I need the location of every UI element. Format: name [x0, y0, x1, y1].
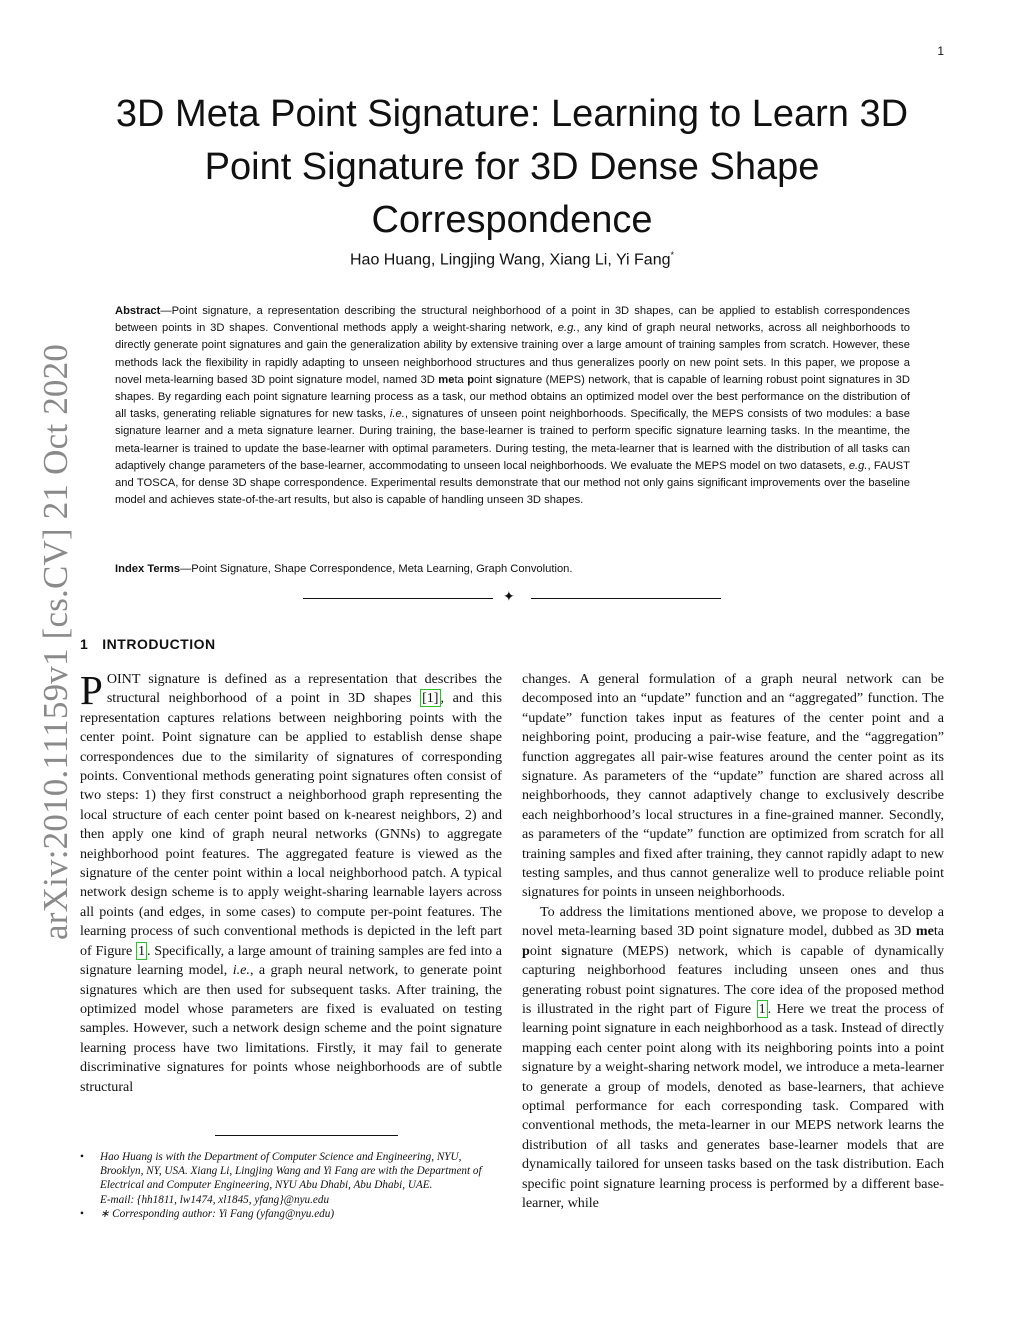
section-divider — [303, 590, 721, 608]
footnote-rule — [215, 1135, 398, 1136]
intro-ie: i.e. — [232, 962, 250, 979]
abstract-text: , any kind of graph neural networks, across all neighborhoods to directly generate point signatures and gain the generalization ability by extensive training over a large amount of training samples from scratch. However, these methods lack the flexibility in rapidly adapting to unseen neighborhood structures and thus generalizes poorly on new point sets. In this paper, we propose a novel meta-learning based 3D point signature model, named 3D — [115, 322, 910, 386]
citation-link[interactable]: [1] — [422, 690, 439, 707]
abstract-text: ta — [454, 373, 468, 386]
section-title: INTRODUCTION — [102, 636, 216, 652]
index-terms — [115, 563, 910, 575]
intro-text: To address the limitations mentioned above, we propose to develop a novel meta-learning based 3D point signature model, dubbed as 3D — [522, 903, 944, 940]
author-names: Hao Huang, Lingjing Wang, Xiang Li, Yi Fang — [349, 251, 671, 269]
left-column — [80, 667, 502, 1097]
arxiv-identifier-stamp: arXiv:2010.11159v1 [cs.CV] 21 Oct 2020 — [36, 343, 75, 940]
divider-star-icon: ✦ — [503, 589, 515, 605]
intro-smallcaps: OINT — [106, 671, 141, 687]
intro-text: ta — [933, 923, 944, 940]
intro-paragraph-continued: changes. A general formulation of a graph neural network can be decomposed into an “update” function and an “aggregated” function. The “update” function takes input as features of the center point and a neighboring point, producing a pair-wise feature, and the “aggregation” function aggregates all pair-wise features around the center point as its signature. As parameters of the “update” function are shared across all neighborhoods, they cannot adaptively change to exclusively describe each neighborhood’s local structures in a fine-grained manner. Secondly, as parameters of the “update” function are optimized from scratch for all training samples and fixed after training, they cannot rapidly adapt to new testing samples, and thus cannot generalize well to produce reliable point signatures for points in unseen neighborhoods. — [522, 671, 944, 901]
intro-text: , a graph neural network, to generate point signatures which are then used for subsequent tasks. After training, the optimized model whose parameters are fixed is evaluated on testing samples. However, such a network design scheme and the point signature learning process have two limitations. Firstly, it may fail to generate discriminative signatures for points whose neighborhoods are of subtle structural — [80, 962, 502, 1095]
index-terms-label: Index Terms — [115, 563, 181, 575]
figure-link[interactable]: 1 — [758, 1000, 766, 1017]
intro-text: oint — [529, 942, 562, 959]
intro-paragraph — [522, 903, 944, 1214]
abstract-text: —Point signature, a representation describing the structural neighborhood of a point in 3D shapes, can be applied to establish correspondences between points in 3D shapes. Conventional methods apply a weight-sharing network, — [115, 305, 910, 335]
divider-line — [303, 598, 493, 599]
abstract-text: oint — [474, 373, 496, 386]
intro-text: signature is defined as a representation that describes the structural neighborhood of a point in 3D shapes — [106, 671, 502, 707]
paper-title: 3D Meta Point Signature: Learning to Learn 3D Point Signature for 3D Dense Shape Correspondence — [115, 93, 909, 241]
right-column — [522, 670, 944, 1213]
intro-text: . Here we treat the process of learning point signature in each neighborhood as a task. Instead of directly mapping each center point along with its neighboring points into a point signature by a weight-sharing network model, we introduce a meta-learner to generate a group of models, denoted as base-learners, that achieve optimal performance for each corresponding task. Compared with conventional methods, the meta-learner in our MEPS network learns the distribution of all tasks and generates base-learner models that are dynamically tailored for unseen tasks based on the task distribution. Each specific point signature learning process is performed by a different base-learner, while — [522, 1000, 944, 1211]
bold-letters: me — [915, 923, 934, 940]
intro-text: , and this representation captures relations between neighboring points with the center point. Point signature can be applied to establish dense shape correspondences due to the similarity of signatures of corresponding points. Conventional methods generating point signatures often consist of two steps: 1) they first construct a neighborhood graph representing the local structure of each center point based on k-nearest neighbors, 2) and then apply one kind of graph neural networks (GNNs) to aggregate neighborhood point features. The aggregated feature is viewed as the signature of the center point within a local neighborhood patch. A typical network design scheme is to apply weight-sharing learnable layers across all points (and edges, in some cases) to compute per-point features. The learning process of such conventional methods is depicted in the left part of Figure — [80, 690, 502, 959]
abstract-bold-letters: me — [438, 373, 455, 386]
page-number: 1 — [937, 44, 944, 58]
abstract — [115, 303, 910, 509]
footnote-email: E-mail: {hh1811, lw1474, xl1845, yfang}@nyu.edu — [100, 1193, 330, 1206]
abstract-text: ignature (MEPS) network, that is capable of learning robust point signatures in 3D shapes. By regarding each point signature learning process as a task, our method obtains an optimized model over the best performance on the distribution of all tasks, generating reliable signatures for new tasks, — [115, 373, 910, 421]
abstract-bold-letters: p — [467, 373, 475, 386]
intro-text: ignature (MEPS) network, which is capable of dynamically capturing neighborhood features including unseen ones and thus generating robust point signatures. The core idea of the proposed method is illustrated in the right part of Figure — [522, 942, 945, 1017]
footnote-affiliations — [80, 1150, 502, 1207]
intro-text: . Specifically, a large amount of training samples are fed into a signature learning model, — [80, 942, 502, 979]
footnote-text: Hao Huang is with the Department of Computer Science and Engineering, NYU, Brooklyn, NY, USA. Xiang Li, Lingjing Wang and Yi Fang are with the Department of Electrical and Computer Engineering, NYU Abu Dhabi, Abu Dhabi, UAE. — [100, 1151, 482, 1192]
footnote-corresponding-author: • ∗ Corresponding author: Yi Fang (yfang@nyu.edu) — [80, 1207, 502, 1221]
section-heading — [80, 636, 216, 652]
corresponding-author-mark: * — [670, 250, 674, 260]
divider-line — [531, 598, 721, 599]
abstract-label: Abstract — [115, 305, 161, 317]
abstract-text: , signatures of unseen point neighborhoods. Specifically, the MEPS consists of two modules: a base signature learner and a meta signature learner. During training, the base-learner is trained to perform specific signature learning tasks. In the meantime, the meta-learner is trained to update the base-learner with optimal parameters. During testing, the meta-learner that is learned with the distribution of all tasks can adaptively change parameters of the base-learner, accommodating to unseen local neighborhoods. We evaluate the MEPS model on two datasets, — [115, 408, 910, 472]
section-number: 1 — [80, 636, 89, 652]
abstract-bold-letters: s — [495, 373, 502, 386]
abstract-eg: e.g. — [848, 459, 868, 472]
intro-paragraph — [80, 667, 502, 1097]
figure-link[interactable]: 1 — [137, 942, 145, 959]
footnotes — [80, 1150, 502, 1221]
abstract-eg: e.g. — [557, 322, 577, 335]
drop-cap: P — [80, 667, 103, 713]
bold-letters: p — [522, 942, 530, 959]
abstract-text: , FAUST and TOSCA, for dense 3D shape correspondence. Experimental results demonstrate that our method not only gains significant improvements over the baseline model and achieves state-of-the-art results, but also is capable of handling unseen 3D shapes. — [115, 459, 910, 507]
author-list — [80, 250, 944, 269]
abstract-ie: i.e. — [389, 408, 405, 421]
index-terms-text: —Point Signature, Shape Correspondence, Meta Learning, Graph Convolution. — [180, 563, 573, 575]
bold-letters: s — [561, 942, 567, 959]
